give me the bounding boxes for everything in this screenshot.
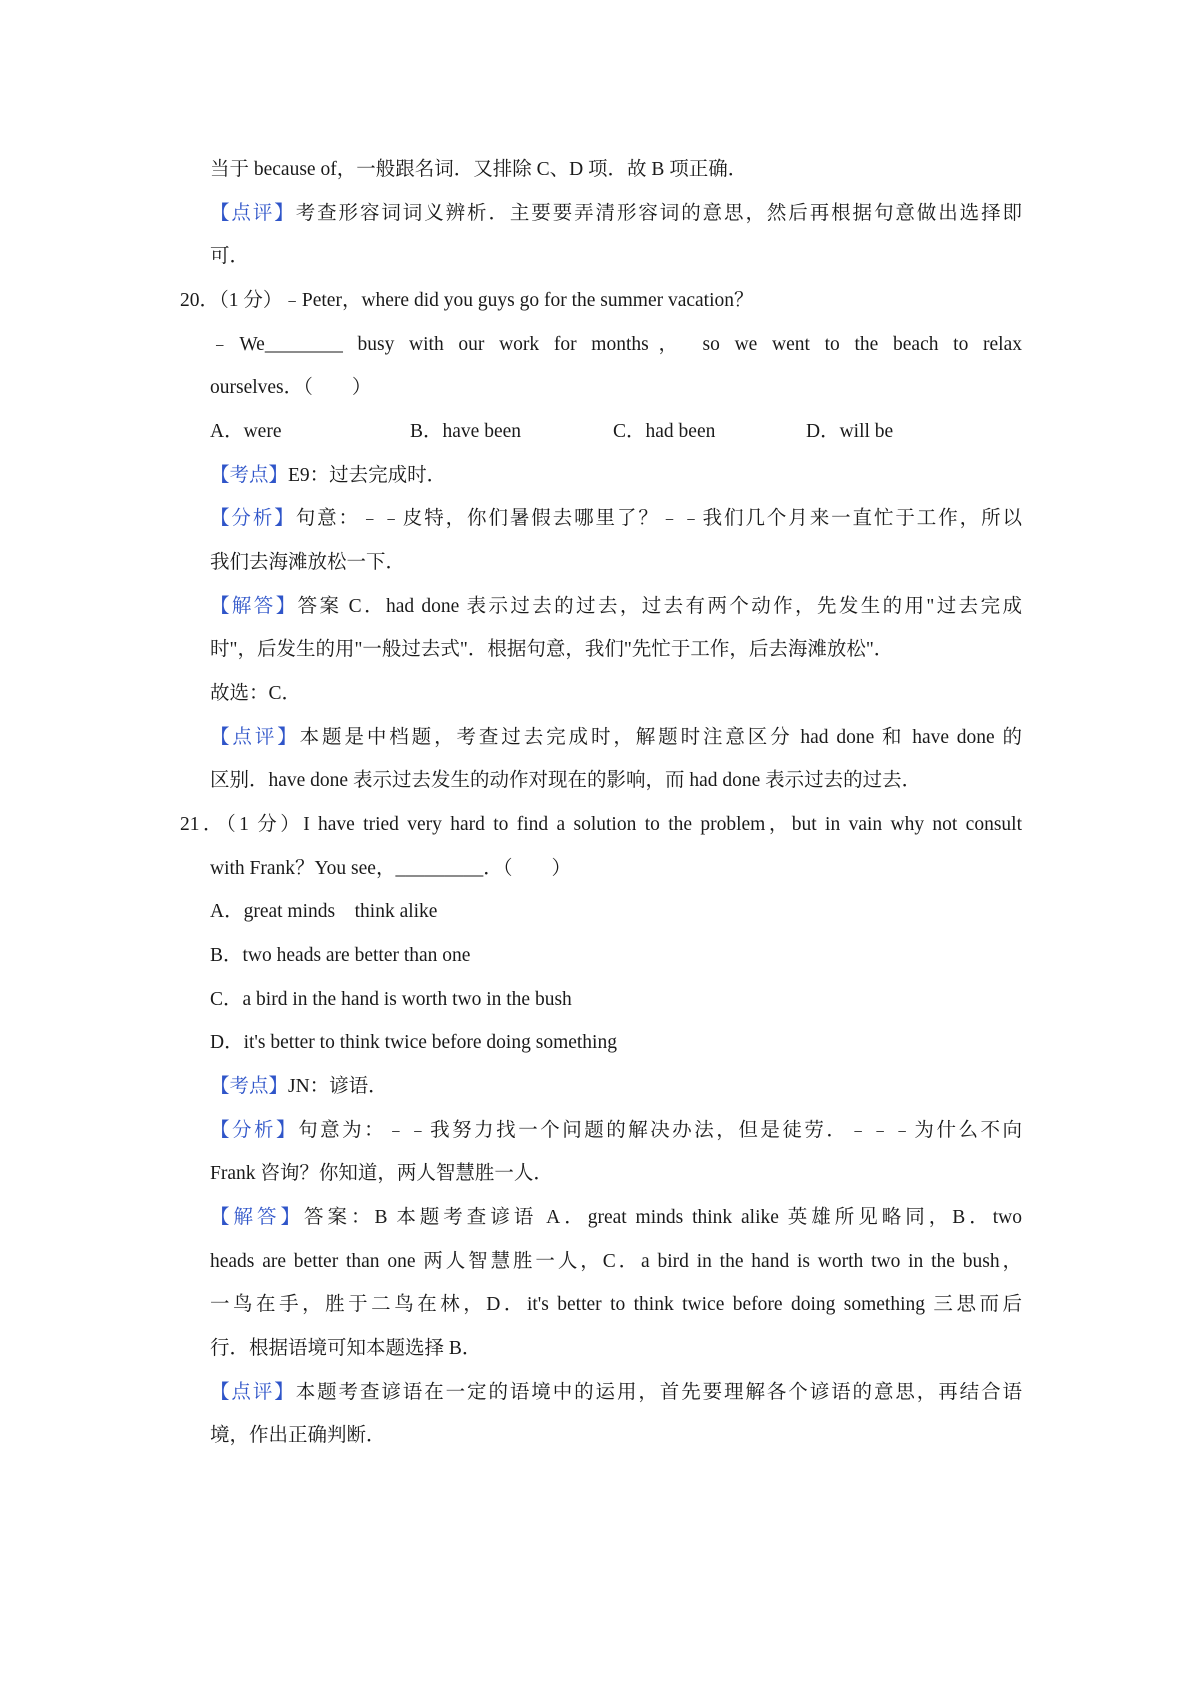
q20-stem: 20．（1 分）﹣Peter，where did you guys go for the summer vacation？ — [180, 290, 754, 311]
q21-stem: 21．（1 分）I have tried very hard to find a solution to the problem，but in vain why not consult — [180, 814, 1022, 835]
q21-option-b: B．two heads are better than one — [210, 945, 471, 966]
q20-dianping-line2: 区别．have done 表示过去发生的动作对现在的影响，而 had done 表示过去的过去． — [210, 770, 922, 791]
q20-jieda-line2: 时"，后发生的用"一般过去式"．根据句意，我们"先忙于工作，后去海滩放松"． — [210, 639, 894, 660]
q21-dianping-line2: 境，作出正确判断． — [210, 1425, 386, 1446]
fenxi-tag: 【分析】 — [210, 1120, 299, 1141]
q20-stem-line3: ourselves．（ ） — [210, 377, 372, 398]
q20-option-d: D．will be — [806, 421, 894, 442]
fenxi-tag: 【分析】 — [210, 508, 296, 529]
q21-jieda-line4: 行．根据语境可知本题选择 B． — [210, 1338, 482, 1359]
q19-comment — [210, 200, 1022, 228]
q21-fenxi-line2: Frank 咨询？你知道，两人智慧胜一人． — [210, 1163, 553, 1184]
jieda-tag: 【解答】 — [210, 596, 298, 617]
jieda-tag: 【解答】 — [210, 1207, 304, 1228]
q20-fenxi — [210, 505, 1022, 533]
q21-jieda-line3: 一鸟在手，胜于二鸟在林，D．it's better to think twice before doing something 三思而后 — [210, 1294, 1022, 1315]
q20-kaodian — [210, 462, 446, 490]
q20-fenxi-line2: 我们去海滩放松一下． — [210, 552, 406, 573]
comment-text: 考查形容词词义辨析．主要要弄清形容词的意思，然后再根据句意做出选择即 — [295, 203, 1022, 224]
q19-carryover-line: 当于 because of，一般跟名词．又排除 C、D 项．故 B 项正确． — [210, 159, 748, 180]
q20-options — [210, 418, 1022, 446]
jieda-text: 答案 C．had done 表示过去的过去，过去有两个动作，先发生的用"过去完成 — [297, 596, 1022, 617]
q21-jieda — [210, 1204, 1022, 1232]
q20-option-b: B．have been — [410, 421, 522, 442]
dianping-tag: 【点评】 — [210, 1382, 296, 1403]
q20-option-a: A．were — [210, 421, 282, 442]
comment-tag: 【点评】 — [210, 203, 296, 224]
q21-fenxi — [210, 1117, 1022, 1145]
q21-option-a: A．great minds think alike — [210, 901, 438, 922]
dianping-text: 本题是中档题，考查过去完成时，解题时注意区分 had done 和 have done 的 — [299, 727, 1022, 748]
q21-option-c: C．a bird in the hand is worth two in the bush — [210, 989, 572, 1010]
kaodian-text: E9：过去完成时． — [288, 465, 447, 486]
dianping-text: 本题考查谚语在一定的语境中的运用，首先要理解各个谚语的意思，再结合语 — [295, 1382, 1022, 1403]
kaodian-tag: 【考点】 — [210, 465, 289, 486]
q21-kaodian — [210, 1073, 388, 1101]
dianping-tag: 【点评】 — [210, 727, 300, 748]
kaodian-tag: 【考点】 — [210, 1076, 289, 1097]
q20-jieda — [210, 593, 1022, 621]
q21-option-d: D．it's better to think twice before doing something — [210, 1032, 617, 1053]
fenxi-text: 句意为：﹣﹣我努力找一个问题的解决办法，但是徒劳．﹣﹣﹣为什么不向 — [298, 1120, 1022, 1141]
fenxi-text: 句意：﹣﹣皮特，你们暑假去哪里了？﹣﹣我们几个月来一直忙于工作，所以 — [295, 508, 1022, 529]
q21-jieda-line2: heads are better than one 两人智慧胜一人，C．a bird in the hand is worth two in the bush， — [210, 1251, 1022, 1272]
jieda-text: 答案：B 本题考查谚语 A．great minds think alike 英雄所见略同，B．two — [303, 1207, 1022, 1228]
q20-dianping — [210, 724, 1022, 752]
kaodian-text: JN：谚语． — [288, 1076, 388, 1097]
q21-dianping — [210, 1379, 1022, 1407]
q21-stem-line2: with Frank？You see，_________．（ ） — [210, 858, 571, 879]
q20-jieda-line3: 故选：C． — [210, 683, 302, 704]
q20-stem-line2: ﹣We________ busy with our work for months， so we went to the beach to relax — [210, 334, 1022, 355]
q20-option-c: C．had been — [613, 421, 716, 442]
q19-comment-end: 可． — [210, 246, 250, 267]
